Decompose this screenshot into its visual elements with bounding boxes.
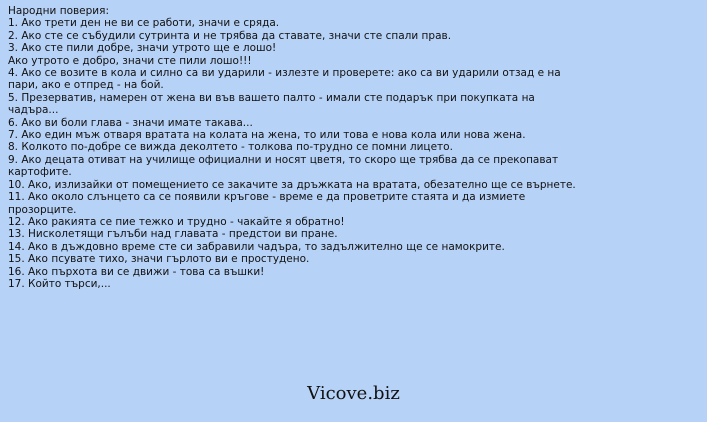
list-item: 10. Ако, излизайки от помещението се закачите за дръжката на вратата, обезателно ще се върнете. [8,178,576,191]
list-item: Ако утрото е добро, значи сте пили лошо!!! [8,54,252,67]
list-item: 11. Ако около слънцето са се появили кръгове - време е да проветрите стаята и да измиете прозорците. [8,191,526,216]
list-item: 15. Ако псувате тихо, значи гърлото ви е простудено. [8,253,310,266]
list-item: 17. Който търси,... [8,277,111,290]
list-item: 2. Ако сте се събудили сутринта и не трябва да ставате, значи сте спали прав. [8,29,452,42]
list-item: 8. Колкото по-добре се вижда деколтето - толкова по-трудно се помни лицето. [8,141,453,154]
text-block [8,5,578,290]
list-item: 14. Ако в дъждовно време сте си забравили чадъра, то задължително ще се намокрите. [8,240,505,253]
list-item: 7. Ако един мъж отваря вратата на колата на жена, то или това е нова кола или нова жена. [8,129,526,142]
list-item: 6. Ако ви боли глава - значи имате такава... [8,116,253,129]
list-item: 4. Ако се возите в кола и силно са ви ударили - излезте и проверете: ако са ви ударили отзад е на пари, ако е отпред - на бой. [8,67,561,92]
list-item: 1. Ако трети ден не ви се работи, значи е сряда. [8,17,280,30]
list-item: 16. Ако пърхота ви се движи - това са въшки! [8,265,265,278]
site-watermark: Vicove.biz [307,383,400,404]
list-item: 9. Ако децата отиват на училище официални и носят цветя, то скоро ще трябва да се прекопават картофите. [8,153,559,179]
list-item: 13. Нисколетящи гълъби над главата - предстои ви пране. [8,228,338,241]
heading: Народни поверия: [8,5,109,17]
list-item: 3. Ако сте пили добре, значи утрото ще е лошо! [8,42,277,55]
list-item: 5. Презерватив, намерен от жена ви във вашето палто - имали сте подарък при покупката на чадъра... [8,91,535,117]
list-item: 12. Ако ракията се пие тежко и трудно - чакайте я обратно! [8,215,345,228]
